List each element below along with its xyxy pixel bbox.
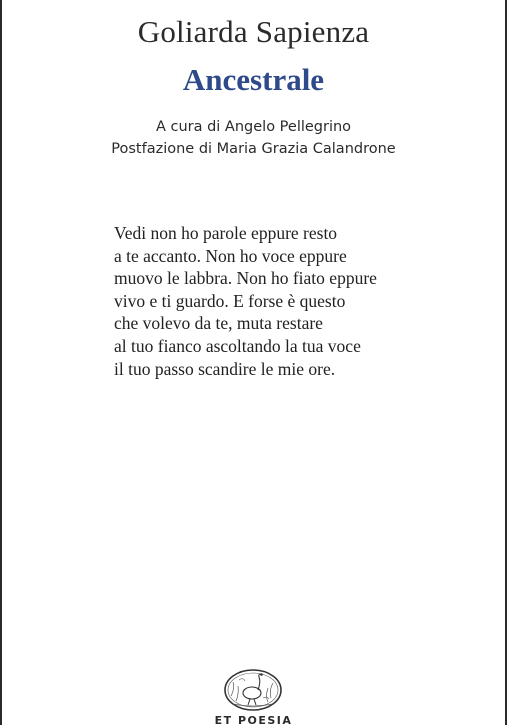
series-label: ET POESIA xyxy=(214,714,293,725)
editor-credit: A cura di Angelo Pellegrino xyxy=(155,119,352,135)
poem-line: il tuo passo scandire le mie ore. xyxy=(114,358,336,379)
poem-line: che volevo da te, muta restare xyxy=(114,313,323,334)
poem-line: Vedi non ho parole eppure resto xyxy=(114,223,338,243)
poem-line: al tuo fianco ascoltando la tua voce xyxy=(114,335,361,356)
cover-edge-left xyxy=(0,0,2,725)
poem-line: a te accanto. Non ho voce eppure xyxy=(114,245,347,266)
afterword-credit: Postfazione di Maria Grazia Calandrone xyxy=(111,141,396,157)
poem-excerpt xyxy=(114,222,454,380)
author-name: Goliarda Sapienza xyxy=(137,14,370,49)
poem-line: muovo le labbra. Non ho fiato eppure xyxy=(114,268,377,289)
poem-line: vivo e ti guardo. E forse è questo xyxy=(114,290,346,311)
book-title: Ancestrale xyxy=(182,62,325,97)
einaudi-ostrich-emblem-icon xyxy=(223,668,283,712)
credits xyxy=(0,116,507,160)
